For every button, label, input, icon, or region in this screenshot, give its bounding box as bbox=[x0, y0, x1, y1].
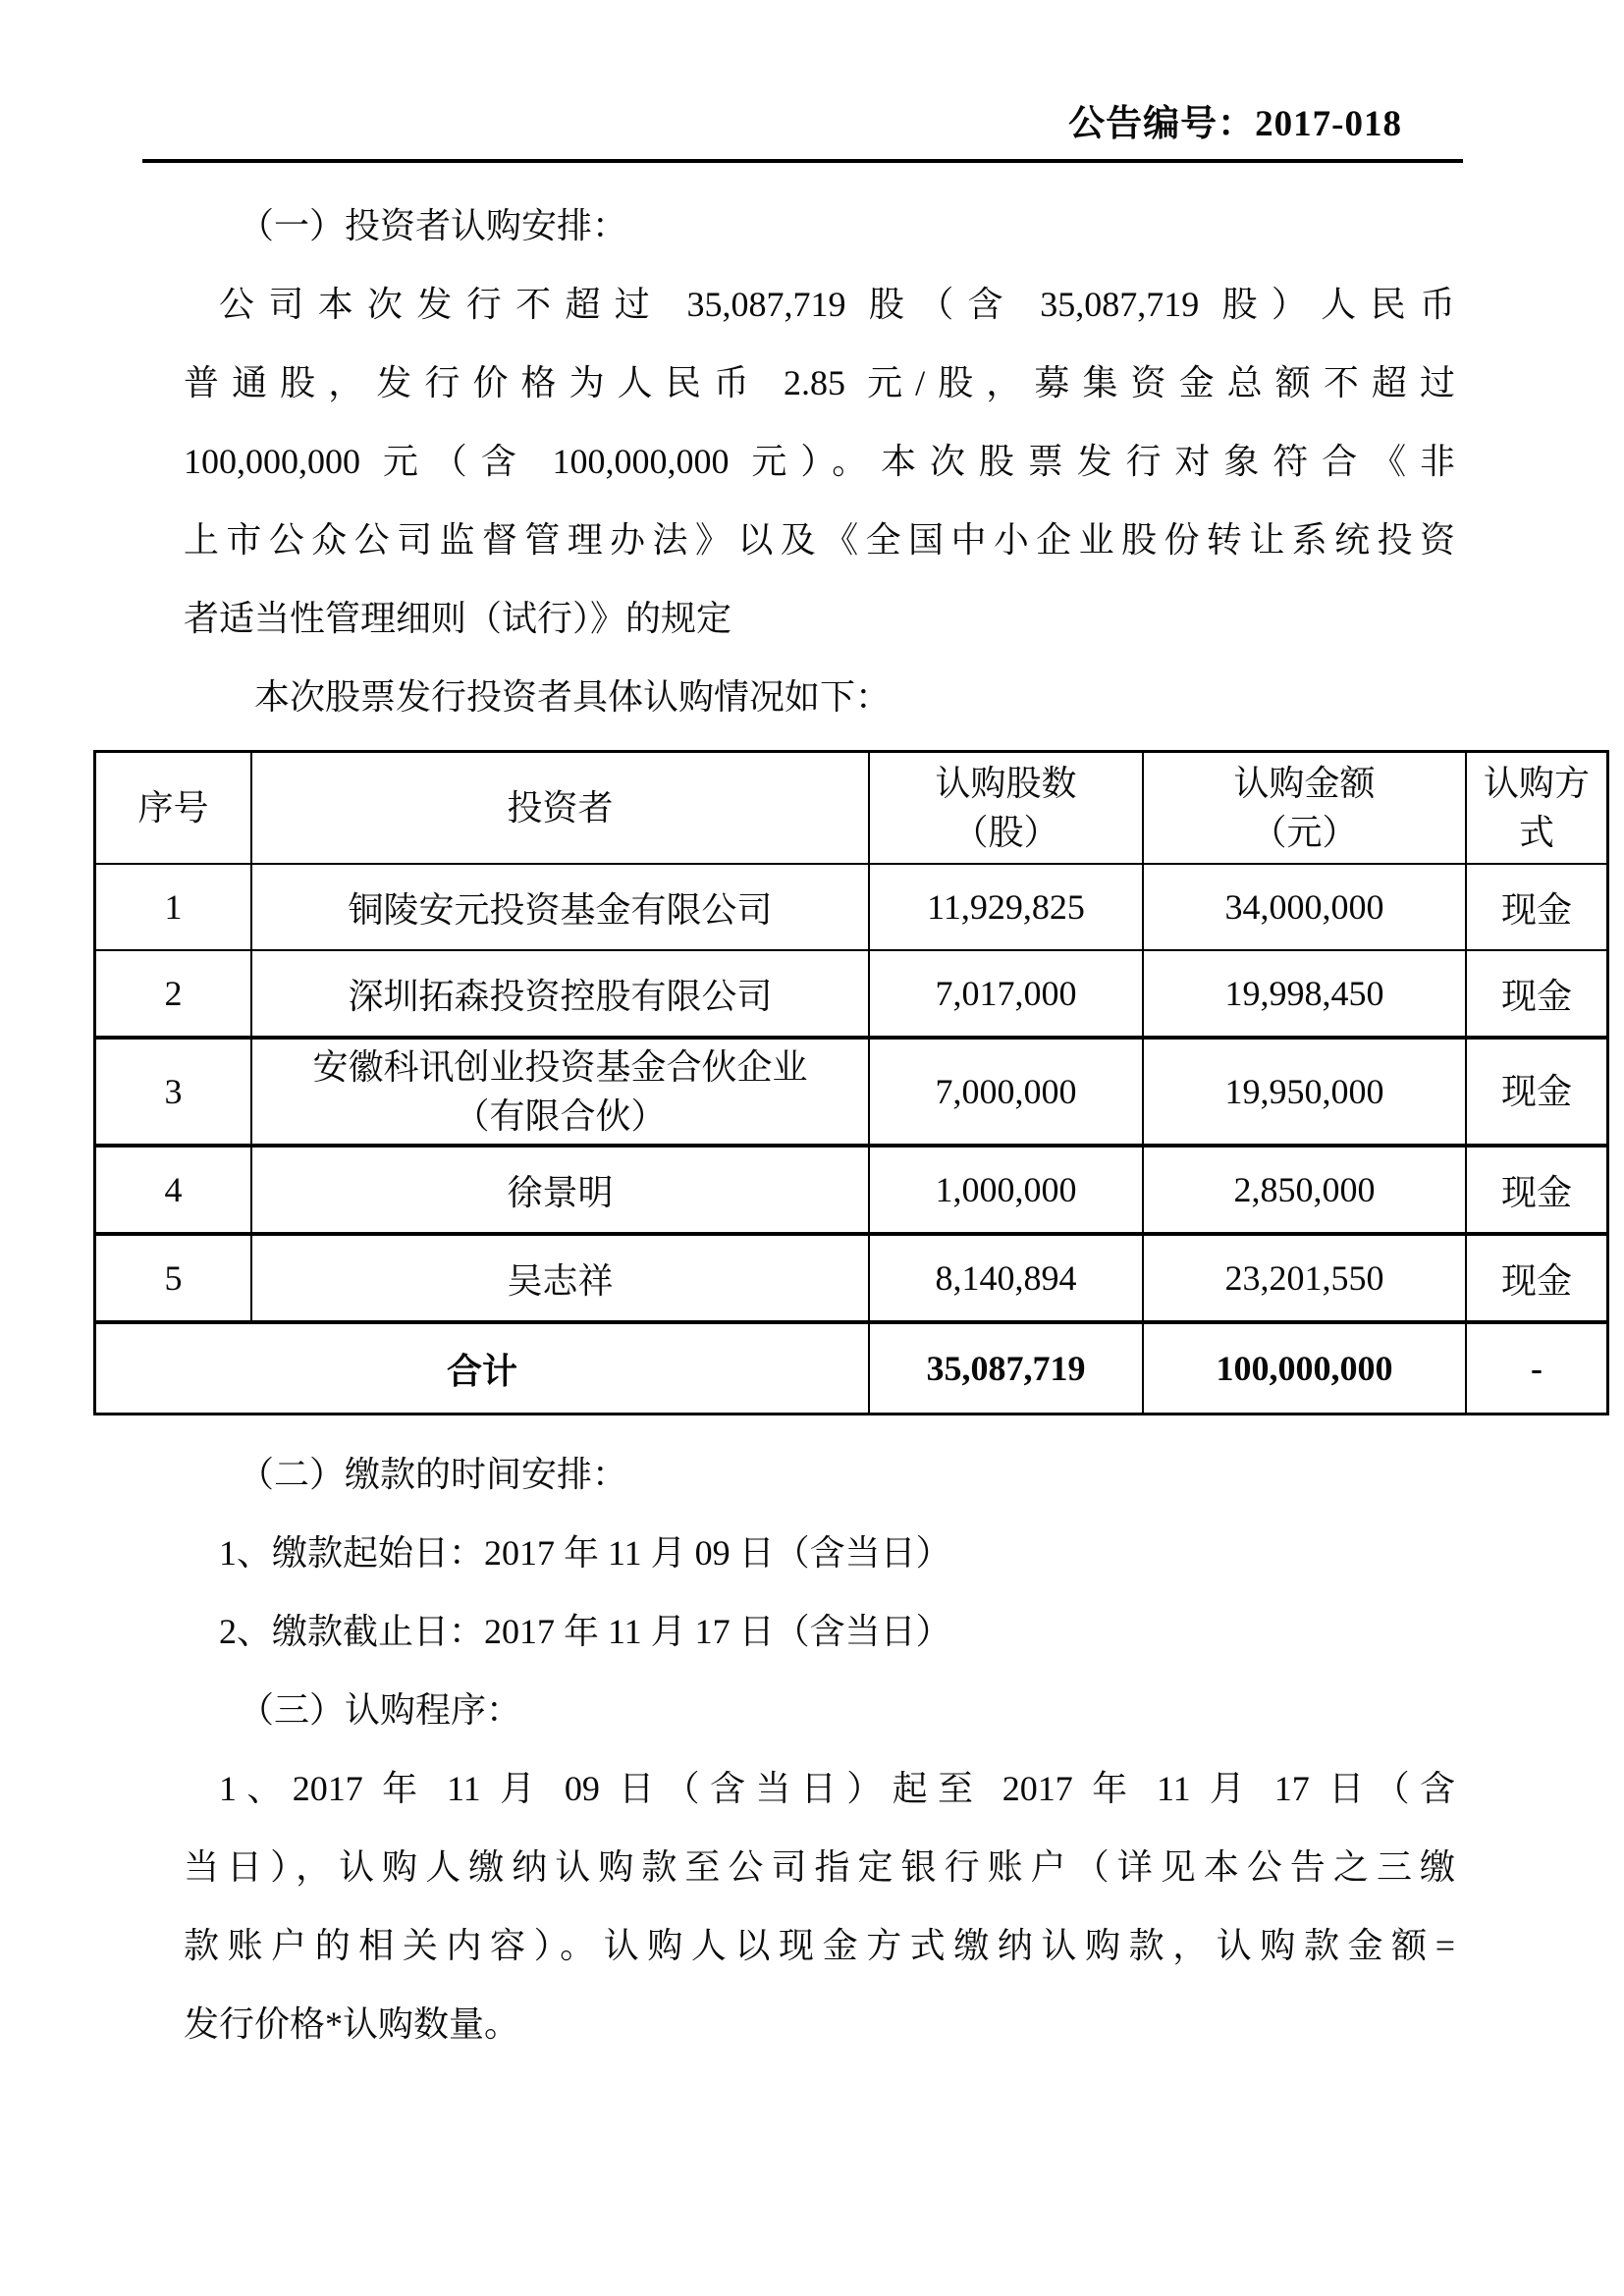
header-shares: 认购股数 （股） bbox=[869, 752, 1143, 865]
table-total-row bbox=[95, 1322, 1608, 1415]
cell-investor: 安徽科讯创业投资基金合伙企业 （有限合伙） bbox=[251, 1038, 869, 1146]
paragraph-line: 当日），认购人缴纳认购款至公司指定银行账户（详见本公告之三缴 bbox=[184, 1847, 1455, 1887]
cell-method: 现金 bbox=[1466, 1038, 1608, 1146]
paragraph-line: 款账户的相关内容）。认购人以现金方式缴纳认购款，认购款金额= bbox=[184, 1926, 1455, 1965]
header-divider bbox=[142, 159, 1463, 163]
section-2-3 bbox=[184, 1435, 1455, 2063]
header-amount: 认购金额 （元） bbox=[1143, 752, 1466, 865]
payment-start-date: 1、缴款起始日：2017 年 11 月 09 日（含当日） bbox=[219, 1533, 951, 1573]
cell-amount: 19,950,000 bbox=[1143, 1038, 1466, 1146]
payment-end-date: 2、缴款截止日：2017 年 11 月 17 日（含当日） bbox=[219, 1612, 951, 1651]
cell-total-method: - bbox=[1466, 1322, 1608, 1415]
cell-amount: 2,850,000 bbox=[1143, 1146, 1466, 1234]
cell-method: 现金 bbox=[1466, 1146, 1608, 1234]
cell-method: 现金 bbox=[1466, 1234, 1608, 1322]
cell-no: 4 bbox=[95, 1146, 252, 1234]
paragraph-line: 发行价格*认购数量。 bbox=[184, 2004, 520, 2044]
cell-amount: 23,201,550 bbox=[1143, 1234, 1466, 1322]
section-2-heading: （二）缴款的时间安排： bbox=[239, 1455, 628, 1494]
section-3-heading: （三）认购程序： bbox=[239, 1690, 522, 1730]
cell-no: 1 bbox=[95, 864, 252, 950]
cell-shares: 11,929,825 bbox=[869, 864, 1143, 950]
paragraph-line: 100,000,000 元（含 100,000,000 元）。本次股票发行对象符合《非 bbox=[184, 442, 1455, 481]
paragraph-line: 普通股，发行价格为人民币 2.85 元/股，募集资金总额不超过 bbox=[184, 363, 1455, 402]
document-header bbox=[142, 0, 1463, 147]
cell-no: 5 bbox=[95, 1234, 252, 1322]
table-row bbox=[95, 950, 1608, 1038]
cell-no: 3 bbox=[95, 1038, 252, 1146]
paragraph-line: 者适当性管理细则（试行）》的规定 bbox=[184, 599, 732, 638]
table-header-row bbox=[95, 752, 1608, 865]
cell-shares: 7,000,000 bbox=[869, 1038, 1143, 1146]
paragraph-line: 上市公众公司监督管理办法》以及《全国中小企业股份转让系统投资 bbox=[184, 520, 1455, 560]
cell-method: 现金 bbox=[1466, 864, 1608, 950]
subscription-table bbox=[93, 750, 1609, 1415]
header-method: 认购方式 bbox=[1466, 752, 1608, 865]
cell-total-label: 合计 bbox=[95, 1322, 870, 1415]
cell-amount: 34,000,000 bbox=[1143, 864, 1466, 950]
announcement-number: 公告编号：2017-018 bbox=[1068, 104, 1402, 144]
section-1 bbox=[184, 187, 1455, 736]
cell-investor: 深圳拓森投资控股有限公司 bbox=[251, 950, 869, 1038]
table-row bbox=[95, 864, 1608, 950]
header-investor: 投资者 bbox=[251, 752, 869, 865]
cell-shares: 7,017,000 bbox=[869, 950, 1143, 1038]
table-row bbox=[95, 1146, 1608, 1234]
section-1-heading: （一）投资者认购安排： bbox=[239, 206, 628, 245]
table-intro: 本次股票发行投资者具体认购情况如下： bbox=[254, 677, 892, 717]
cell-investor: 吴志祥 bbox=[251, 1234, 869, 1322]
table-row bbox=[95, 1038, 1608, 1146]
cell-total-shares: 35,087,719 bbox=[869, 1322, 1143, 1415]
cell-total-amount: 100,000,000 bbox=[1143, 1322, 1466, 1415]
cell-shares: 1,000,000 bbox=[869, 1146, 1143, 1234]
cell-investor: 铜陵安元投资基金有限公司 bbox=[251, 864, 869, 950]
cell-method: 现金 bbox=[1466, 950, 1608, 1038]
header-no: 序号 bbox=[95, 752, 252, 865]
paragraph-line: 1、2017 年 11 月 09 日（含当日）起至 2017 年 11 月 17 日（含 bbox=[219, 1769, 1455, 1808]
paragraph-line: 公司本次发行不超过 35,087,719 股（含 35,087,719 股）人民币 bbox=[219, 285, 1455, 324]
table-row bbox=[95, 1234, 1608, 1322]
cell-investor: 徐景明 bbox=[251, 1146, 869, 1234]
cell-shares: 8,140,894 bbox=[869, 1234, 1143, 1322]
cell-amount: 19,998,450 bbox=[1143, 950, 1466, 1038]
cell-no: 2 bbox=[95, 950, 252, 1038]
